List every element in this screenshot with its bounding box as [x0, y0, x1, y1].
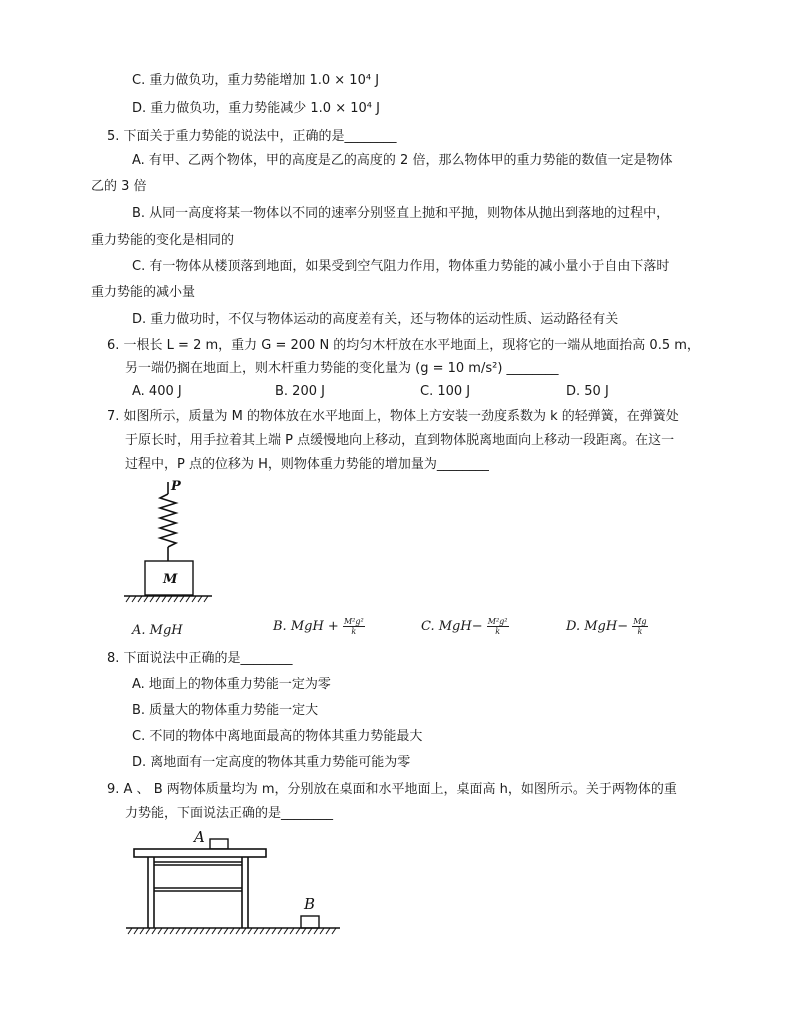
q7-option-a: A. MgH — [132, 623, 183, 638]
q5-option-a-line1: A. 有甲、乙两个物体，甲的高度是乙的高度的 2 倍，那么物体甲的重力势能的数值一定是物体 — [132, 153, 673, 168]
q7-stem-line1: 7. 如图所示，质量为 M 的物体放在水平地面上，物体上方安装一劲度系数为 k 的轻弹簧，在弹簧处 — [107, 409, 679, 424]
q7-spring-block-figure — [118, 476, 218, 604]
q6-option-d: D. 50 J — [566, 384, 609, 399]
q6-option-b: B. 200 J — [275, 384, 325, 399]
table — [134, 849, 266, 928]
q5-option-b-line1: B. 从同一高度将某一物体以不同的速率分别竖直上抛和平抛，则物体从抛出到落地的过程中， — [132, 206, 670, 221]
q5-option-b-line2: 重力势能的变化是相同的 — [91, 233, 235, 248]
label-p: P — [171, 479, 181, 494]
q8-option-c: C. 不同的物体中离地面最高的物体其重力势能最大 — [132, 729, 423, 744]
q5-stem: 5. 下面关于重力势能的说法中，正确的是________ — [107, 129, 397, 144]
q8-option-a: A. 地面上的物体重力势能一定为零 — [132, 677, 331, 692]
q6-option-a: A. 400 J — [132, 384, 182, 399]
q6-stem-line2: 另一端仍搁在地面上，则木杆重力势能的变化量为 (g = 10 m/s²) ________ — [125, 361, 559, 376]
q7-stem-line2: 于原长时，用手拉着其上端 P 点缓慢地向上移动，直到物体脱离地面向上移动一段距离。在这一 — [125, 433, 675, 448]
q5-option-c-line2: 重力势能的减小量 — [91, 285, 196, 300]
q9-table-figure — [118, 824, 348, 942]
q5-option-c-line1: C. 有一物体从楼顶落到地面，如果受到空气阻力作用，物体重力势能的减小量小于自由下落时 — [132, 259, 670, 274]
block-a — [210, 839, 228, 849]
q9-stem-line1: 9. A 、 B 两物体质量均为 m，分别放在桌面和水平地面上，桌面高 h，如图所示。关于两物体的重 — [107, 782, 677, 797]
label-m: M — [163, 572, 178, 587]
q5-option-d: D. 重力做功时，不仅与物体运动的高度差有关，还与物体的运动性质、运动路径有关 — [132, 312, 619, 327]
ground-hatch — [128, 928, 336, 934]
q6-option-c: C. 100 J — [420, 384, 471, 399]
q4-option-d: D. 重力做负功，重力势能减少 1.0 × 10⁴ J — [132, 101, 380, 116]
block-b — [301, 916, 319, 928]
q5-option-a-line2: 乙的 3 倍 — [91, 179, 147, 194]
label-a: A — [194, 828, 205, 846]
label-b: B — [304, 895, 316, 913]
q7-stem-line3: 过程中，P 点的位移为 H，则物体重力势能的增加量为________ — [125, 457, 489, 472]
q8-option-d: D. 离地面有一定高度的物体其重力势能可能为零 — [132, 755, 411, 770]
ground-hatch — [126, 596, 208, 602]
q6-stem-line1: 6. 一根长 L = 2 m，重力 G = 200 N 的均匀木杆放在水平地面上，现将它的一端从地面抬高 0.5 m， — [107, 338, 700, 353]
q4-option-c: C. 重力做负功，重力势能增加 1.0 × 10⁴ J — [132, 73, 380, 88]
q7-option-d: D. MgH− $\frac{Mg}{k}$ — [566, 617, 647, 636]
q8-option-b: B. 质量大的物体重力势能一定大 — [132, 703, 319, 718]
q9-stem-line2: 力势能，下面说法正确的是________ — [125, 806, 334, 821]
q7-option-c: C. MgH− $\frac{\text{M²g²}}{k}$ — [421, 617, 508, 636]
q7-option-b: B. MgH + $\frac{\text{M²g²}}{k}$ — [273, 617, 364, 636]
q8-stem: 8. 下面说法中正确的是________ — [107, 651, 293, 666]
